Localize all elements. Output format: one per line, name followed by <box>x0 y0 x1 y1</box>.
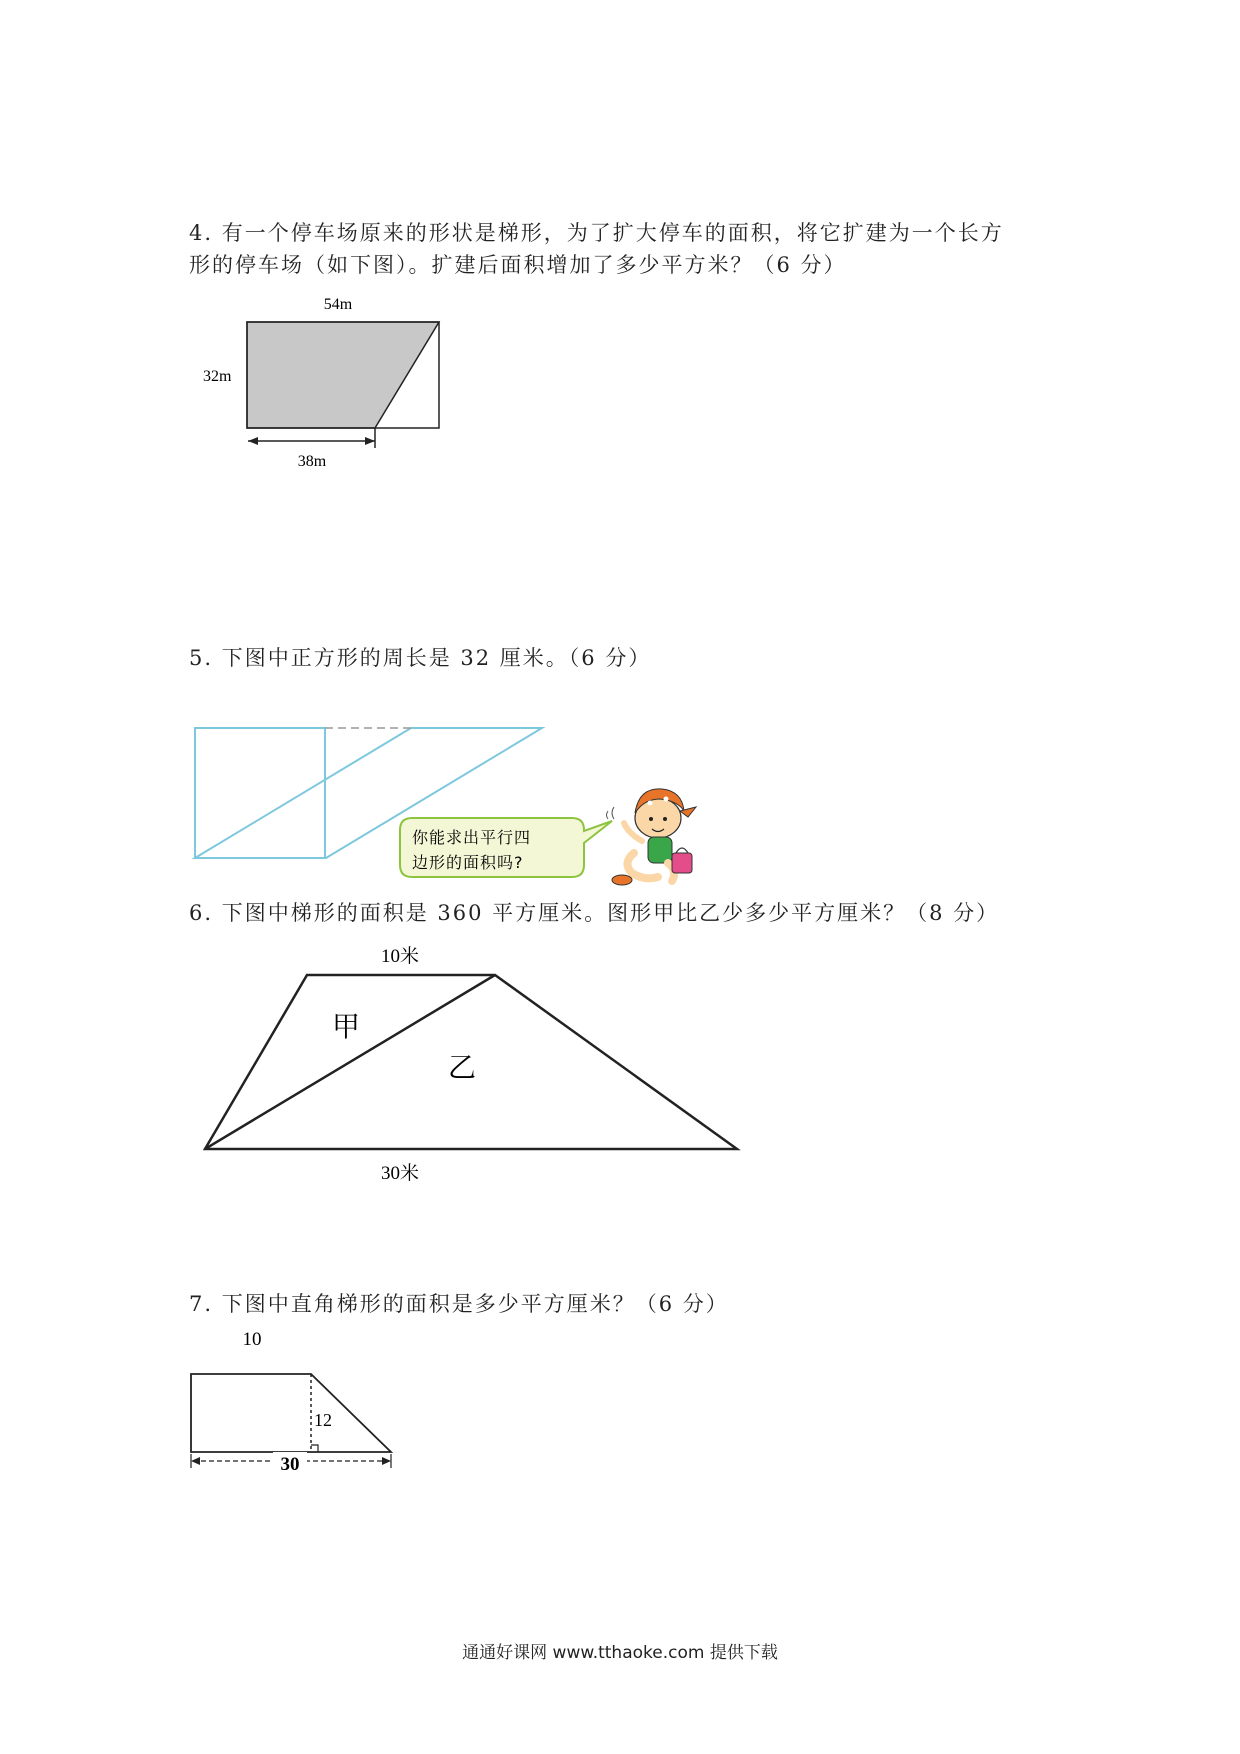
page-footer: 通通好课网 www.tthaoke.com 提供下载 <box>462 1643 778 1663</box>
q7-text: 7. 下图中直角梯形的面积是多少平方厘米？（6 分） <box>189 1292 729 1316</box>
q7-bottom-label: 30 <box>280 1454 300 1475</box>
q6-bottom-label: 30米 <box>380 1163 420 1184</box>
q6-region-a-label: 甲 <box>332 1010 361 1043</box>
q4-arrowhead-right <box>365 437 375 445</box>
q6-top-label: 10米 <box>380 946 420 967</box>
q4-top-label: 54m <box>323 296 353 313</box>
girl-cartoon-icon <box>607 789 697 885</box>
q6-text: 6. 下图中梯形的面积是 360 平方厘米。图形甲比乙少多少平方厘米？（8 分） <box>189 901 1000 925</box>
q7-height-label: 12 <box>314 1410 332 1430</box>
q5-square-parallelogram-diagram <box>190 715 740 905</box>
q6-region-b-label: 乙 <box>448 1051 477 1084</box>
q7-right-trapezoid-diagram <box>188 1320 408 1485</box>
q4-parking-lot-diagram <box>190 286 460 476</box>
q6-trapezoid-diagram <box>190 935 750 1185</box>
q4-side-label: 32m <box>203 368 232 385</box>
q5-square <box>195 728 325 858</box>
q5-bubble-line2: 边形的面积吗? <box>412 853 524 872</box>
q7-arrowhead-left <box>191 1457 200 1465</box>
q5-text: 5. 下图中正方形的周长是 32 厘米。（6 分） <box>189 646 652 670</box>
q7-arrowhead-right <box>382 1457 391 1465</box>
q4-bottom-label: 38m <box>297 453 327 470</box>
q7-right-angle-mark <box>311 1445 318 1452</box>
q7-trapezoid <box>191 1374 391 1452</box>
q4-trapezoid-shaded <box>247 322 439 428</box>
q4-arrowhead-left <box>248 437 258 445</box>
q4-line1: 4. 有一个停车场原来的形状是梯形，为了扩大停车的面积，将它扩建为一个长方 <box>189 221 1004 245</box>
q7-top-label: 10 <box>242 1329 262 1350</box>
q4-line2: 形的停车场（如下图）。扩建后面积增加了多少平方米？（6 分） <box>189 253 847 277</box>
q5-bubble-line1: 你能求出平行四 <box>412 828 532 847</box>
